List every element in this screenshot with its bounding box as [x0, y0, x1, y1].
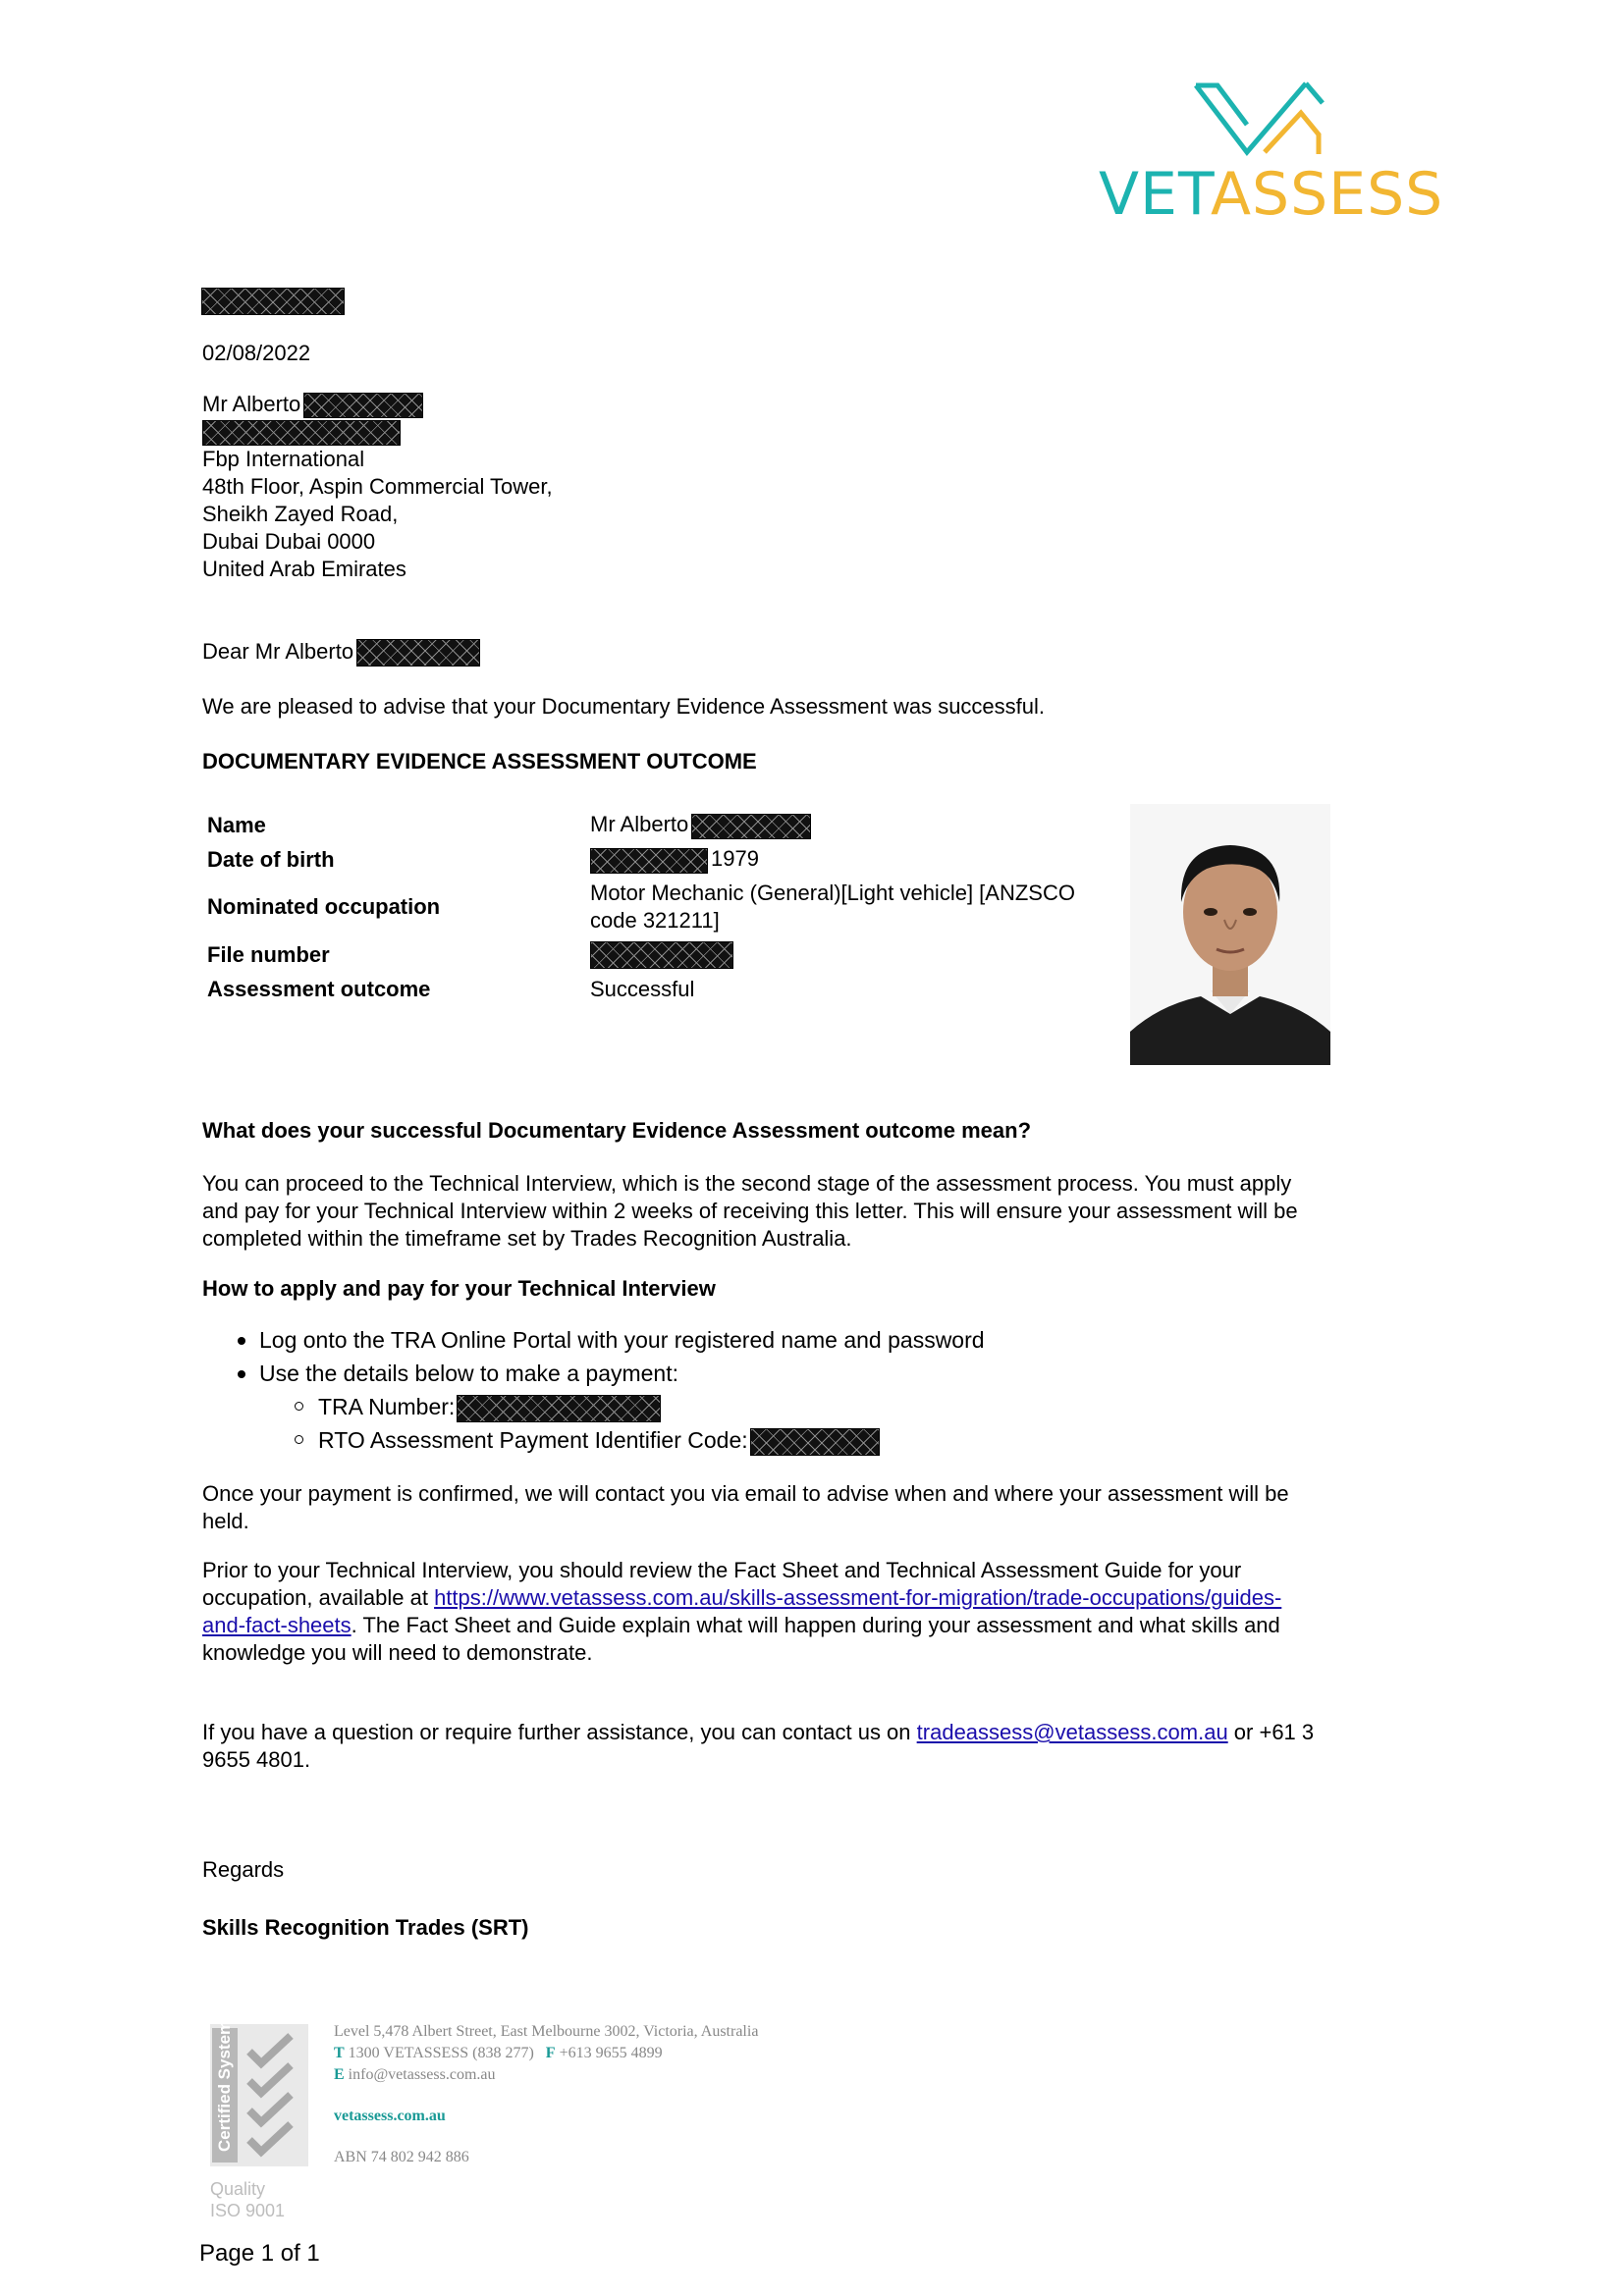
signoff: Skills Recognition Trades (SRT): [202, 1915, 529, 1940]
review-paragraph: Prior to your Technical Interview, you should review the Fact Sheet and Technical Assessment Guide for your occupation, available at https://www.vetassess.com.au/skills-assessment-for-migration/trade-occupations/guides- and-fact-sheets. The Fact Sheet and Guide explain what will happen during your assessment and what skills and knowledge you will need to demonstrate.: [202, 1558, 1282, 1665]
logo-text-assess: ASSESS: [1210, 160, 1444, 229]
row-value-name: Mr Alberto: [590, 808, 1075, 842]
meaning-paragraph: You can proceed to the Technical Interview, which is the second stage of the assessment process. You must apply and pay for your Technical Interview within 2 weeks of receiving this letter. This will ensure your assessment will be completed within the timeframe set by Trades Recognition Australia.: [202, 1171, 1298, 1251]
row-value-occupation: Motor Mechanic (General)[Light vehicle] [ANZSCO code 321211]: [590, 881, 1075, 933]
logo-wordmark: [1099, 162, 1443, 227]
meaning-heading: What does your successful Documentary Evidence Assessment outcome mean?: [202, 1118, 1032, 1143]
row-label-occupation: Nominated occupation: [207, 894, 441, 919]
redacted-tra-number: [457, 1395, 661, 1422]
list-item: TRA Number:: [202, 1390, 1380, 1423]
recipient-address-line-1: 48th Floor, Aspin Commercial Tower,: [202, 474, 553, 499]
footer-abn: ABN 74 802 942 886: [334, 2149, 469, 2165]
row-label-file-number: File number: [207, 941, 330, 967]
person-portrait-icon: [1130, 804, 1330, 1065]
recipient-address-line-3: Dubai Dubai 0000: [202, 529, 376, 554]
recipient-block: [202, 391, 553, 583]
logo-chevron-icon: [1095, 64, 1429, 162]
footer-fax: +613 9655 4899: [559, 2045, 663, 2061]
redacted-file-number: [590, 941, 733, 969]
bullet-icon: [238, 1370, 245, 1378]
table-row: [207, 937, 1075, 972]
list-item: Log onto the TRA Online Portal with your registered name and password: [202, 1323, 1380, 1357]
iso-certification-logo: [210, 2024, 308, 2220]
row-value-dob: 1979: [590, 842, 1075, 877]
intro-paragraph: We are pleased to advise that your Documentary Evidence Assessment was successful.: [202, 694, 1046, 719]
row-label-outcome: Assessment outcome: [207, 976, 431, 1001]
letter-date: 02/08/2022: [202, 341, 311, 365]
regards: Regards: [202, 1857, 285, 1882]
outcome-table: [207, 808, 1110, 1006]
footer-email: info@vetassess.com.au: [348, 2066, 496, 2083]
cert-quality-label: Quality: [210, 2179, 266, 2199]
row-value-file-number: [590, 937, 1075, 972]
footer-address: Level 5,478 Albert Street, East Melbourne 3002, Victoria, Australia: [334, 2023, 759, 2040]
table-row: [207, 842, 1075, 877]
apply-heading: How to apply and pay for your Technical Interview: [202, 1276, 716, 1301]
apply-bullet-list: [202, 1323, 1380, 1457]
row-label-dob: Date of birth: [207, 846, 335, 872]
redacted-surname: [356, 639, 480, 667]
vetassess-logo: [1095, 64, 1444, 231]
bullet-icon: [238, 1337, 245, 1345]
redacted-address-line: [202, 420, 401, 446]
page-number: Page 1 of 1: [199, 2240, 320, 2267]
redacted-dob: [590, 848, 708, 874]
footer-website: vetassess.com.au: [334, 2108, 446, 2124]
guides-link[interactable]: https://www.vetassess.com.au/skills-assessment-for-migration/trade-occupations/guides-: [434, 1585, 1282, 1610]
email-link[interactable]: tradeassess@vetassess.com.au: [916, 1720, 1228, 1744]
table-row: [207, 972, 1075, 1006]
applicant-photo: [1130, 804, 1330, 1065]
logo-text-vet: VET: [1099, 160, 1211, 229]
list-item: Use the details below to make a payment:: [202, 1357, 1380, 1390]
footer-phone: 1300 VETASSESS (838 277): [348, 2045, 534, 2061]
redacted-payment-code: [750, 1428, 880, 1456]
cert-iso-label: ISO 9001: [210, 2201, 286, 2220]
salutation: [202, 638, 480, 667]
contact-paragraph: If you have a question or require further assistance, you can contact us on tradeassess@vetassess.com.au or +61 3 9655 4801.: [202, 1720, 1315, 1772]
recipient-address-line-4: United Arab Emirates: [202, 557, 406, 581]
salutation-text: Dear Mr Alberto: [202, 639, 354, 664]
row-value-outcome: Successful: [590, 976, 695, 1001]
recipient-address-line-2: Sheikh Zayed Road,: [202, 502, 399, 526]
redacted-surname: [303, 393, 423, 418]
sub-bullet-icon: [295, 1402, 303, 1411]
footer-address-block: Level 5,478 Albert Street, East Melbourne 3002, Victoria, Australia T 1300 VETASSESS (838 277) F +613 9655 4899 E info@vetassess.com.au vetassess.com.au ABN 74 802 942 886: [334, 2021, 758, 2168]
table-row: [207, 808, 1075, 842]
list-item: RTO Assessment Payment Identifier Code:: [202, 1423, 1380, 1457]
recipient-name: Mr Alberto: [202, 392, 301, 416]
svg-text:Certified System: Certified System: [215, 2024, 234, 2152]
certified-checkmarks-icon: [210, 2024, 308, 2171]
guides-link-continued[interactable]: and-fact-sheets: [202, 1613, 352, 1637]
redacted-reference: [201, 288, 345, 315]
outcome-heading: DOCUMENTARY EVIDENCE ASSESSMENT OUTCOME: [202, 749, 757, 774]
table-row: [207, 877, 1075, 937]
redacted-surname: [691, 814, 811, 839]
recipient-company: Fbp International: [202, 447, 365, 471]
row-label-name: Name: [207, 812, 266, 837]
sub-bullet-icon: [295, 1435, 303, 1444]
payment-paragraph: Once your payment is confirmed, we will contact you via email to advise when and where your assessment will be held.: [202, 1481, 1289, 1533]
